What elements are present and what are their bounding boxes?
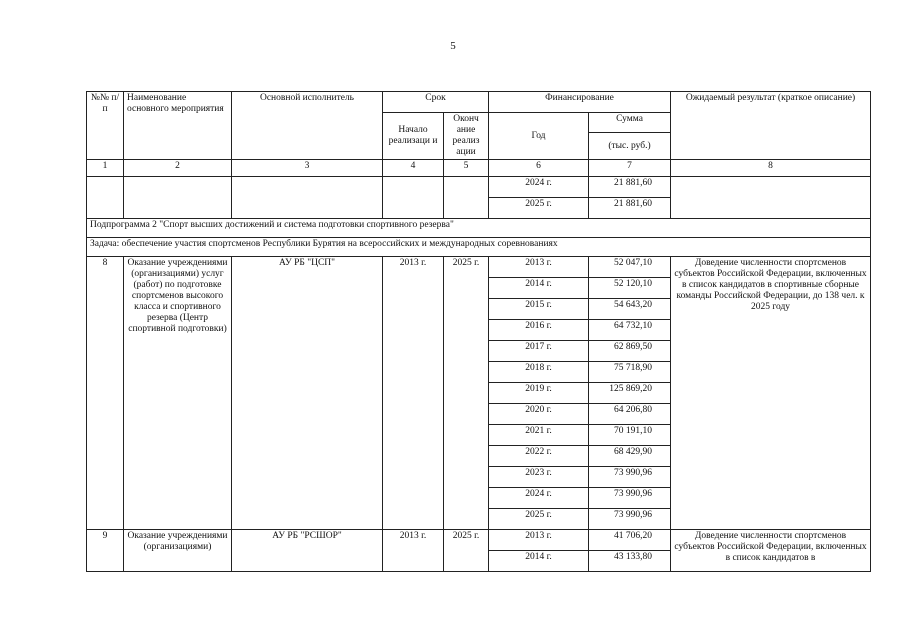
activity-result: Доведение численности спортсменов субъектов Российской Федерации, включенных в список кандидатов в (671, 530, 871, 572)
header-num: №№ п/п (87, 92, 124, 160)
financing-sum: 68 429,90 (589, 446, 671, 467)
financing-sum: 52 120,10 (589, 278, 671, 299)
column-number: 3 (232, 160, 383, 177)
activity-end: 2025 г. (444, 530, 489, 572)
activity-executor: АУ РБ "ЦСП" (232, 257, 383, 530)
financing-year: 2024 г. (489, 177, 589, 198)
header-start: Начало реализаци и (383, 113, 444, 160)
financing-year: 2021 г. (489, 425, 589, 446)
page-number: 5 (450, 40, 456, 52)
activity-number: 9 (87, 530, 124, 572)
financing-sum: 21 881,60 (589, 198, 671, 219)
financing-year: 2019 г. (489, 383, 589, 404)
column-number: 4 (383, 160, 444, 177)
financing-year: 2017 г. (489, 341, 589, 362)
header-name: Наименование основного мероприятия (124, 92, 232, 160)
financing-sum: 73 990,96 (589, 509, 671, 530)
financing-year: 2020 г. (489, 404, 589, 425)
column-number: 5 (444, 160, 489, 177)
financing-year: 2025 г. (489, 198, 589, 219)
financing-sum: 75 718,90 (589, 362, 671, 383)
financing-year: 2025 г. (489, 509, 589, 530)
header-result: Ожидаемый результат (краткое описание) (671, 92, 871, 160)
activity-executor: АУ РБ "РСШОР" (232, 530, 383, 572)
financing-sum: 21 881,60 (589, 177, 671, 198)
column-number: 7 (589, 160, 671, 177)
financing-sum: 70 191,10 (589, 425, 671, 446)
financing-sum: 125 869,20 (589, 383, 671, 404)
financing-sum: 73 990,96 (589, 488, 671, 509)
financing-sum: 52 047,10 (589, 257, 671, 278)
financing-sum: 64 206,80 (589, 404, 671, 425)
activity-number: 8 (87, 257, 124, 530)
header-sum: Сумма (589, 113, 671, 133)
financing-year: 2015 г. (489, 299, 589, 320)
financing-year: 2024 г. (489, 488, 589, 509)
financing-year: 2018 г. (489, 362, 589, 383)
financing-year: 2013 г. (489, 530, 589, 551)
financing-year: 2016 г. (489, 320, 589, 341)
column-number: 6 (489, 160, 589, 177)
financing-sum: 43 133,80 (589, 551, 671, 572)
activity-name: Оказание учреждениями (организациями) (124, 530, 232, 572)
activity-start: 2013 г. (383, 257, 444, 530)
financing-sum: 41 706,20 (589, 530, 671, 551)
activity-row (87, 530, 871, 551)
task-title: Задача: обеспечение участия спортсменов Республики Бурятия на всероссийских и международных соревнованиях (87, 238, 871, 257)
financing-sum: 64 732,10 (589, 320, 671, 341)
financing-year: 2013 г. (489, 257, 589, 278)
column-number: 2 (124, 160, 232, 177)
header-sum-unit: (тыс. руб.) (589, 133, 671, 160)
header-end: Оконч ание реализ ации (444, 113, 489, 160)
activities-table (86, 91, 871, 572)
financing-year: 2022 г. (489, 446, 589, 467)
financing-sum: 73 990,96 (589, 467, 671, 488)
financing-sum: 54 643,20 (589, 299, 671, 320)
activity-start: 2013 г. (383, 530, 444, 572)
activity-row (87, 257, 871, 278)
column-number: 8 (671, 160, 871, 177)
header-executor: Основной исполнитель (232, 92, 383, 160)
header-financing: Финансирование (489, 92, 671, 113)
header-term: Срок (383, 92, 489, 113)
column-number: 1 (87, 160, 124, 177)
header-year: Год (489, 113, 589, 160)
financing-year: 2014 г. (489, 551, 589, 572)
financing-sum: 62 869,50 (589, 341, 671, 362)
activity-end: 2025 г. (444, 257, 489, 530)
financing-year: 2023 г. (489, 467, 589, 488)
activity-result: Доведение численности спортсменов субъектов Российской Федерации, включенных в список кандидатов в спортивные сборные команды Российской Федерации, до 138 чел. к 2025 году (671, 257, 871, 530)
subprogram-title: Подпрограмма 2 "Спорт высших достижений и система подготовки спортивного резерва" (87, 219, 871, 238)
financing-year: 2014 г. (489, 278, 589, 299)
activity-name: Оказание учреждениями (организациями) услуг (работ) по подготовке спортсменов высокого класса и спортивного резерва (Центр спортивной подготовки) (124, 257, 232, 530)
